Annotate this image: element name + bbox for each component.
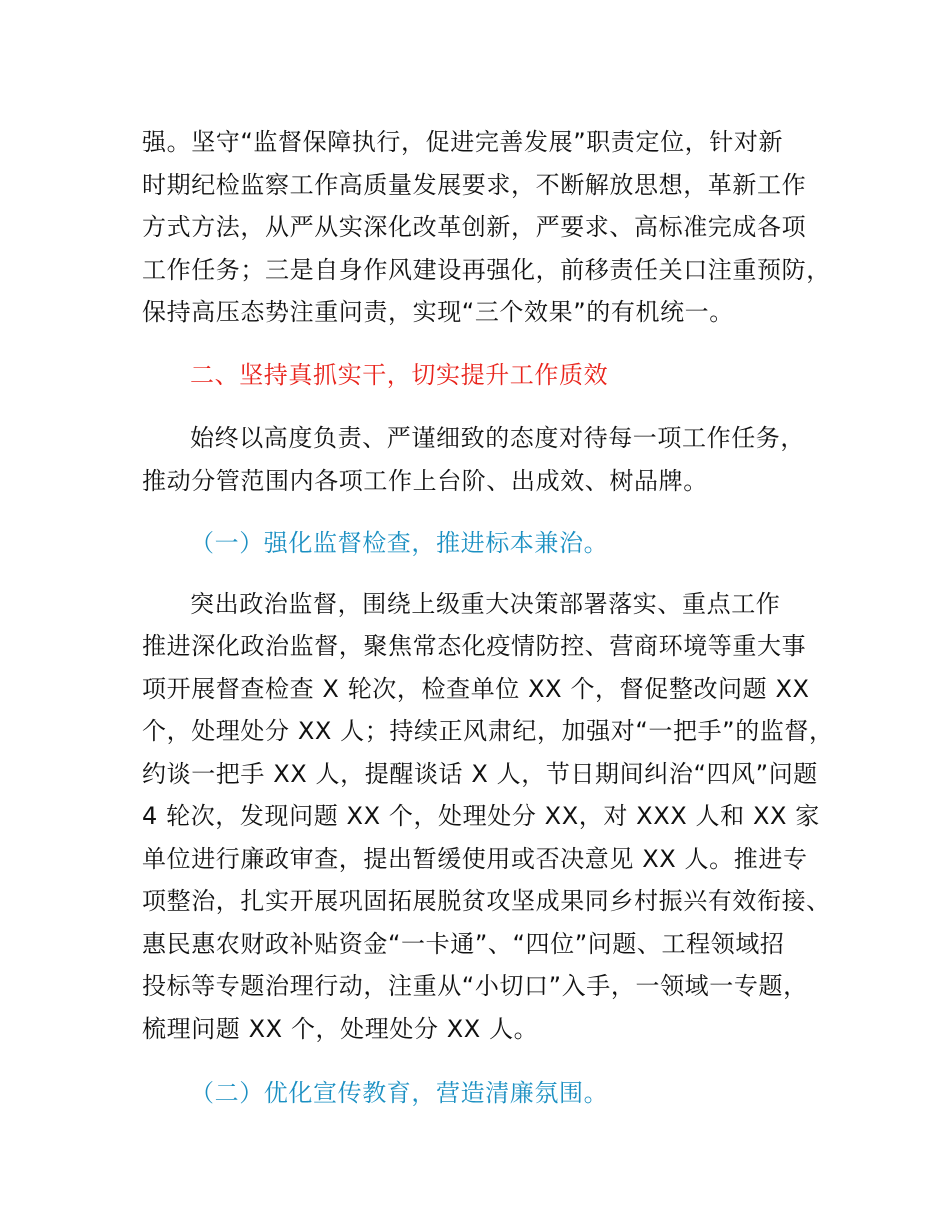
- body-line: 个，处理处分 XX 人；持续正风肃纪，加强对“一把手”的监督，: [142, 717, 834, 745]
- section-heading: 二、坚持真抓实干，切实提升工作质效: [190, 361, 609, 389]
- subsection-heading: （一）强化监督检查，推进标本兼治。: [190, 529, 609, 557]
- body-line: 4 轮次，发现问题 XX 个，处理处分 XX，对 XXX 人和 XX 家: [142, 802, 820, 830]
- body-line: 项整治，扎实开展巩固拓展脱贫攻坚成果同乡村振兴有效衔接、: [142, 887, 831, 915]
- body-line: 强。坚守“监督保障执行，促进完善发展”职责定位，针对新: [142, 128, 784, 156]
- body-line: 方式方法，从严从实深化改革创新，严要求、高标准完成各项: [142, 213, 807, 241]
- body-line: 突出政治监督，围绕上级重大决策部署落实、重点工作: [190, 590, 781, 618]
- body-line: 投标等专题治理行动，注重从“小切口”入手，一领域一专题，: [142, 972, 808, 1000]
- body-line: 单位进行廉政审查，提出暂缓使用或否决意见 XX 人。推进专: [142, 845, 808, 873]
- body-line: 始终以高度负责、严谨细致的态度对待每一项工作任务，: [190, 424, 805, 452]
- body-line: 推动分管范围内各项工作上台阶、出成效、树品牌。: [142, 467, 708, 495]
- body-line: 约谈一把手 XX 人，提醒谈话 X 人，节日期间纠治“四风”问题: [142, 760, 818, 788]
- body-line: 时期纪检监察工作高质量发展要求，不断解放思想，革新工作: [142, 171, 807, 199]
- body-line: 工作任务；三是自身作风建设再强化，前移责任关口注重预防，: [142, 256, 831, 284]
- body-line: 保持高压态势注重问责，实现“三个效果”的有机统一。: [142, 298, 734, 326]
- body-line: 梳理问题 XX 个，处理处分 XX 人。: [142, 1015, 539, 1043]
- subsection-heading: （二）优化宣传教育，营造清廉氛围。: [190, 1079, 609, 1107]
- body-line: 惠民惠农财政补贴资金“一卡通”、“四位”问题、工程领域招: [142, 930, 785, 958]
- body-line: 推进深化政治监督，聚焦常态化疫情防控、营商环境等重大事: [142, 632, 807, 660]
- body-line: 项开展督查检查 X 轮次，检查单位 XX 个，督促整改问题 XX: [142, 675, 810, 703]
